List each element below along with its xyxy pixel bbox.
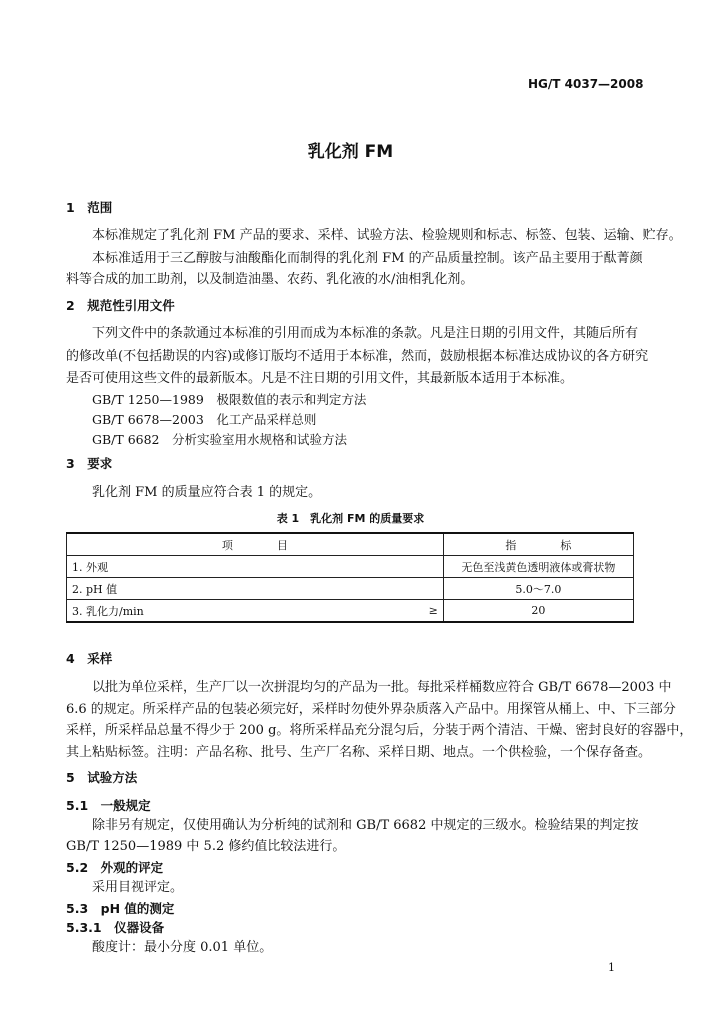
section-3-heading: 3 要求 [66,456,113,471]
section-1-heading: 1 范围 [66,200,113,215]
reference-item: GB/T 6682 分析实验室用水规格和试验方法 [92,432,348,447]
quality-requirements-table [66,532,634,623]
paragraph-line: 6.6 的规定。所采样产品的包装必须完好，采样时勿使外界杂质落入产品中。用探管从桶上、中、下三部分 [66,702,676,717]
cell-value: 无色至浅黄色透明液体或膏状物 [443,556,633,578]
cell-value: 5.0～7.0 [443,578,633,600]
cell-symbol [413,556,444,578]
page-number: 1 [608,961,615,974]
column-header-index: 指 标 [443,533,633,556]
paragraph-line: 其上粘贴标签。注明：产品名称、批号、生产厂名称、采样日期、地点。一个供检验，一个保存备查。 [66,745,652,760]
table-row [67,556,634,578]
paragraph-line: 本标准适用于三乙醇胺与油酸酯化而制得的乳化剂 FM 的产品质量控制。该产品主要用于酞菁颜 [92,251,643,266]
paragraph-line: GB/T 1250—1989 中 5.2 修约值比较法进行。 [66,839,346,854]
section-5-3-heading: 5.3 pH 值的测定 [66,901,175,916]
paragraph-line: 除非另有规定，仅使用确认为分析纯的试剂和 GB/T 6682 中规定的三级水。检验结果的判定按 [92,818,639,833]
table-caption: 表 1 乳化剂 FM 的质量要求 [276,512,425,525]
paragraph-line: 采样，所采样品总量不得少于 200 g。将所采样品充分混匀后，分装于两个清洁、干燥、密封良好的容器中， [66,723,693,738]
cell-item: 1. 外观 [67,556,413,578]
table-row [67,600,634,623]
paragraph-line: 下列文件中的条款通过本标准的引用而成为本标准的条款。凡是注日期的引用文件，其随后所有 [92,326,639,341]
section-5-3-1-heading: 5.3.1 仪器设备 [66,920,165,935]
column-header-item: 项 目 [67,533,444,556]
paragraph-line: 是否可使用这些文件的最新版本。凡是不注日期的引用文件，其最新版本适用于本标准。 [66,371,574,386]
section-4-heading: 4 采样 [66,651,113,666]
section-5-2-heading: 5.2 外观的评定 [66,860,164,875]
section-2-heading: 2 规范性引用文件 [66,298,175,313]
table-row [67,578,634,600]
standard-number: HG/T 4037—2008 [528,77,644,91]
paragraph-line: 乳化剂 FM 的质量应符合表 1 的规定。 [92,485,322,500]
reference-item: GB/T 6678—2003 化工产品采样总则 [92,412,317,427]
page-title: 乳化剂 FM [307,142,394,162]
cell-symbol: ≥ [413,600,444,623]
cell-value: 20 [443,600,633,623]
cell-symbol [413,578,444,600]
paragraph-line: 以批为单位采样，生产厂以一次拼混均匀的产品为一批。每批采样桶数应符合 GB/T 6678—2003 中 [92,680,672,695]
section-5-1-heading: 5.1 一般规定 [66,798,151,813]
paragraph-line: 的修改单(不包括勘误的内容)或修订版均不适用于本标准，然而，鼓励根据本标准达成协议的各方研究 [66,349,649,364]
paragraph-line: 料等合成的加工助剂，以及制造油墨、农药、乳化液的水/油相乳化剂。 [66,272,474,287]
reference-item: GB/T 1250—1989 极限数值的表示和判定方法 [92,392,367,407]
paragraph-line: 酸度计：最小分度 0.01 单位。 [92,940,273,955]
paragraph-line: 采用目视评定。 [92,880,184,895]
table-header-row [67,533,634,556]
cell-item: 2. pH 值 [67,578,413,600]
paragraph-line: 本标准规定了乳化剂 FM 产品的要求、采样、试验方法、检验规则和标志、标签、包装、运输、贮存。 [92,228,682,243]
section-5-heading: 5 试验方法 [66,770,138,785]
cell-item: 3. 乳化力/min [67,600,413,623]
